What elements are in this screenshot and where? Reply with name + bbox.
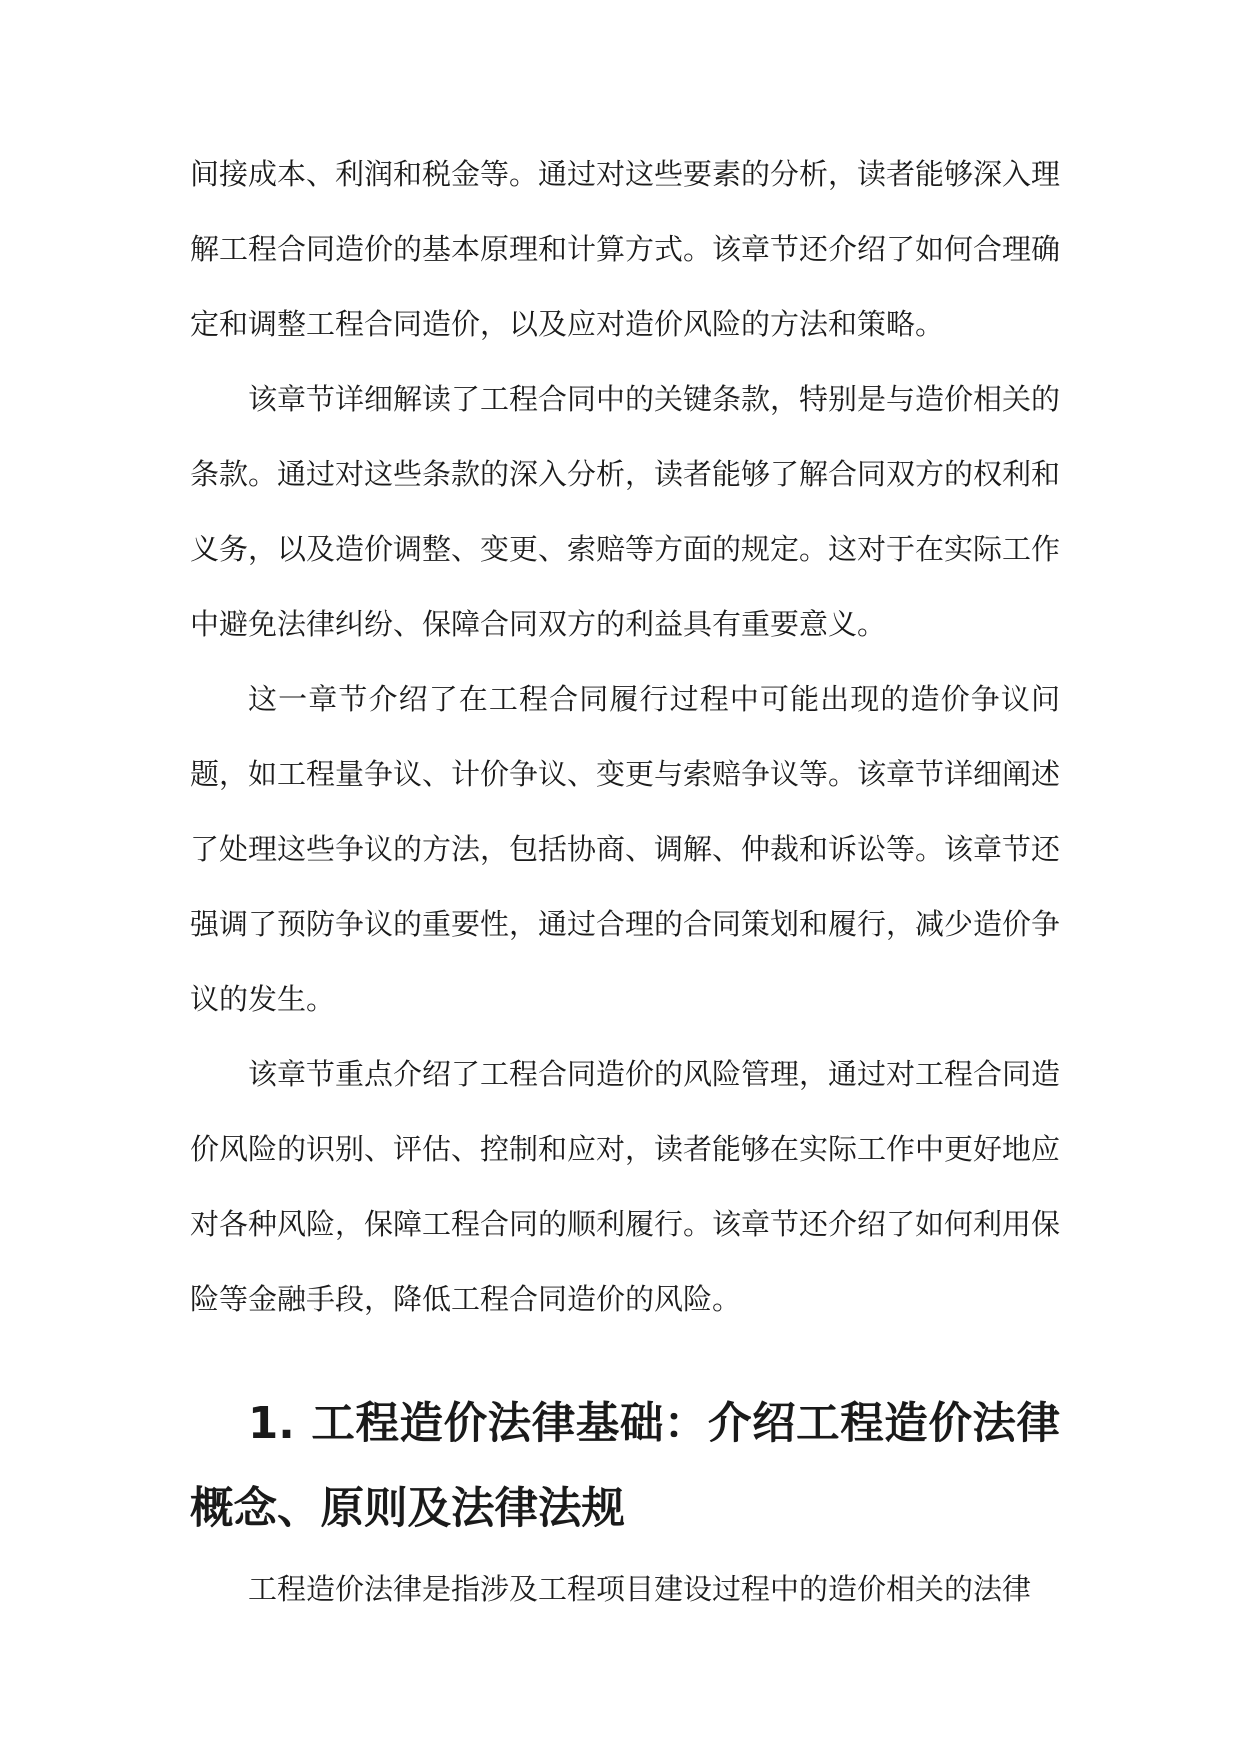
section-heading-number: 1. (248, 1399, 295, 1449)
paragraph-risk-management: 该章节重点介绍了工程合同造价的风险管理，通过对工程合同造价风险的识别、评估、控制和应对，读者能够在实际工作中更好地应对各种风险，保障工程合同的顺利履行。该章节还介绍了如何利用保险等金融手段，降低工程合同造价的风险。 (190, 1057, 1061, 1316)
section-heading (190, 1382, 1060, 1552)
document-body (190, 137, 1060, 1627)
paragraph-key-clauses: 该章节详细解读了工程合同中的关键条款，特别是与造价相关的条款。通过对这些条款的深入分析，读者能够了解合同双方的权利和义务，以及造价调整、变更、索赔等方面的规定。这对于在实际工作中避免法律纠纷、保障合同双方的利益具有重要意义。 (190, 382, 1061, 641)
section-heading-text: 工程造价法律基础：介绍工程造价法律概念、原则及法律法规 (190, 1399, 1060, 1534)
paragraph-closing: 工程造价法律是指涉及工程项目建设过程中的造价相关的法律 (248, 1572, 1032, 1606)
paragraph-disputes: 这一章节介绍了在工程合同履行过程中可能出现的造价争议问题，如工程量争议、计价争议、变更与索赔争议等。该章节详细阐述了处理这些争议的方法，包括协商、调解、仲裁和诉讼等。该章节还强调了预防争议的重要性，通过合理的合同策划和履行，减少造价争议的发生。 (190, 682, 1061, 1016)
paragraph-continued: 间接成本、利润和税金等。通过对这些要素的分析，读者能够深入理解工程合同造价的基本原理和计算方式。该章节还介绍了如何合理确定和调整工程合同造价，以及应对造价风险的方法和策略。 (190, 157, 1061, 341)
